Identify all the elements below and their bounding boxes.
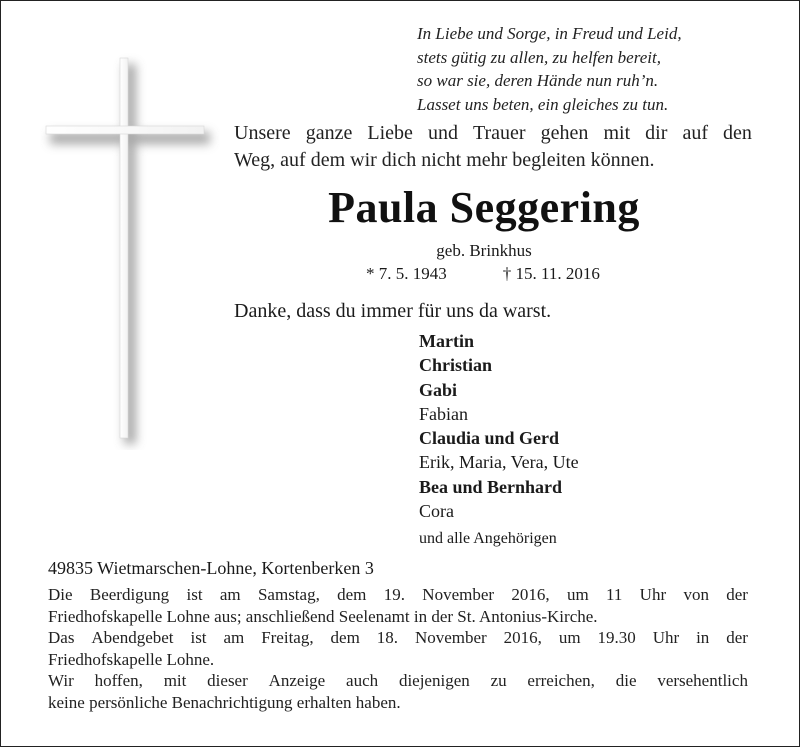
family-member: Fabian xyxy=(419,403,468,424)
info-word: zu xyxy=(490,671,507,690)
birth-date: * 7. 5. 1943 xyxy=(366,264,447,283)
poem-line: stets gütig zu allen, zu helfen bereit, xyxy=(417,47,661,67)
info-word: ist xyxy=(190,628,207,647)
info-word: Die xyxy=(48,585,73,604)
info-word: versehentlich xyxy=(657,671,748,690)
info-word: erreichen, xyxy=(527,671,595,690)
info-word: diejenigen xyxy=(398,671,470,690)
info-word: dieser xyxy=(207,671,248,690)
intro-word: auf xyxy=(682,122,708,144)
family-member: Bea und Bernhard xyxy=(419,476,563,497)
info-word: Anzeige xyxy=(268,671,326,690)
family-list xyxy=(419,329,579,523)
info-word: 2016, xyxy=(503,628,542,647)
intro-word: Unsere xyxy=(234,122,291,144)
info-line: Friedhofskapelle Lohne. xyxy=(48,649,215,669)
info-line xyxy=(48,584,748,606)
info-word: Freitag, xyxy=(261,628,314,647)
info-word: hoffen, xyxy=(94,671,143,690)
poem-line: Lasset uns beten, ein gleiches zu tun. xyxy=(417,94,669,114)
info-word: Uhr xyxy=(652,628,680,647)
intro-word: Trauer xyxy=(473,122,526,144)
family-member: Claudia und Gerd xyxy=(419,428,560,449)
info-line xyxy=(48,627,748,649)
intro-word: dir xyxy=(645,122,668,144)
info-line xyxy=(48,670,748,692)
intro-word: den xyxy=(723,122,752,144)
intro-word: gehen xyxy=(540,122,589,144)
funeral-info xyxy=(48,584,748,713)
intro-line: Weg, auf dem wir dich nicht mehr begleiten können. xyxy=(234,149,655,171)
death-date: † 15. 11. 2016 xyxy=(502,264,600,283)
info-word: am xyxy=(223,628,245,647)
info-word: 2016, xyxy=(511,585,550,604)
info-word: am xyxy=(219,585,241,604)
family-member: Christian xyxy=(419,355,493,376)
info-word: 19.30 xyxy=(597,628,636,647)
relatives-line: und alle Angehörigen xyxy=(419,530,557,547)
info-line: keine persönliche Benachrichtigung erhalten haben. xyxy=(48,692,401,712)
info-word: Wir xyxy=(48,671,74,690)
info-word: um xyxy=(566,585,589,604)
info-word: auch xyxy=(346,671,379,690)
intro-line xyxy=(234,120,752,147)
info-word: der xyxy=(726,628,748,647)
intro-word: Liebe xyxy=(367,122,413,144)
intro-word: ganze xyxy=(305,122,353,144)
info-line: Friedhofskapelle Lohne aus; anschließend Seelenamt in der St. Antonius-Kirche. xyxy=(48,606,598,626)
birth-name: geb. Brinkhus xyxy=(436,241,532,260)
info-word: November xyxy=(414,628,487,647)
info-word: 18. xyxy=(376,628,398,647)
info-word: in xyxy=(696,628,710,647)
thanks-line: Danke, dass du immer für uns da warst. xyxy=(234,300,552,322)
family-member: Cora xyxy=(419,501,454,522)
info-word: November xyxy=(422,585,495,604)
intro-word: mit xyxy=(603,122,631,144)
info-word: um xyxy=(558,628,581,647)
info-word: 19. xyxy=(383,585,405,604)
info-word: ist xyxy=(186,585,203,604)
info-word: Samstag, xyxy=(257,585,320,604)
info-word: der xyxy=(726,585,748,604)
poem-line: In Liebe und Sorge, in Freud und Leid, xyxy=(417,24,682,43)
address: 49835 Wietmarschen-Lohne, Kortenberken 3 xyxy=(48,558,374,578)
info-word: Beerdigung xyxy=(89,585,170,604)
info-word: dem xyxy=(337,585,367,604)
info-word: dem xyxy=(330,628,360,647)
intro-text xyxy=(234,120,764,174)
info-word: Das xyxy=(48,628,75,647)
poem-line: so war sie, deren Hände nun ruh’n. xyxy=(417,71,659,90)
latin-cross-icon xyxy=(40,50,220,450)
poem xyxy=(417,22,757,116)
info-word: Abendgebet xyxy=(91,628,174,647)
life-dates xyxy=(366,262,600,286)
info-word: mit xyxy=(163,671,187,690)
info-word: 11 xyxy=(605,585,623,604)
info-word: Uhr xyxy=(639,585,667,604)
deceased-name: Paula Seggering xyxy=(328,183,640,232)
info-word: die xyxy=(615,671,637,690)
intro-word: und xyxy=(427,122,458,144)
family-member: Martin xyxy=(419,331,474,351)
family-member: Erik, Maria, Vera, Ute xyxy=(419,452,579,473)
info-word: von xyxy=(683,585,709,604)
family-member: Gabi xyxy=(419,379,458,400)
